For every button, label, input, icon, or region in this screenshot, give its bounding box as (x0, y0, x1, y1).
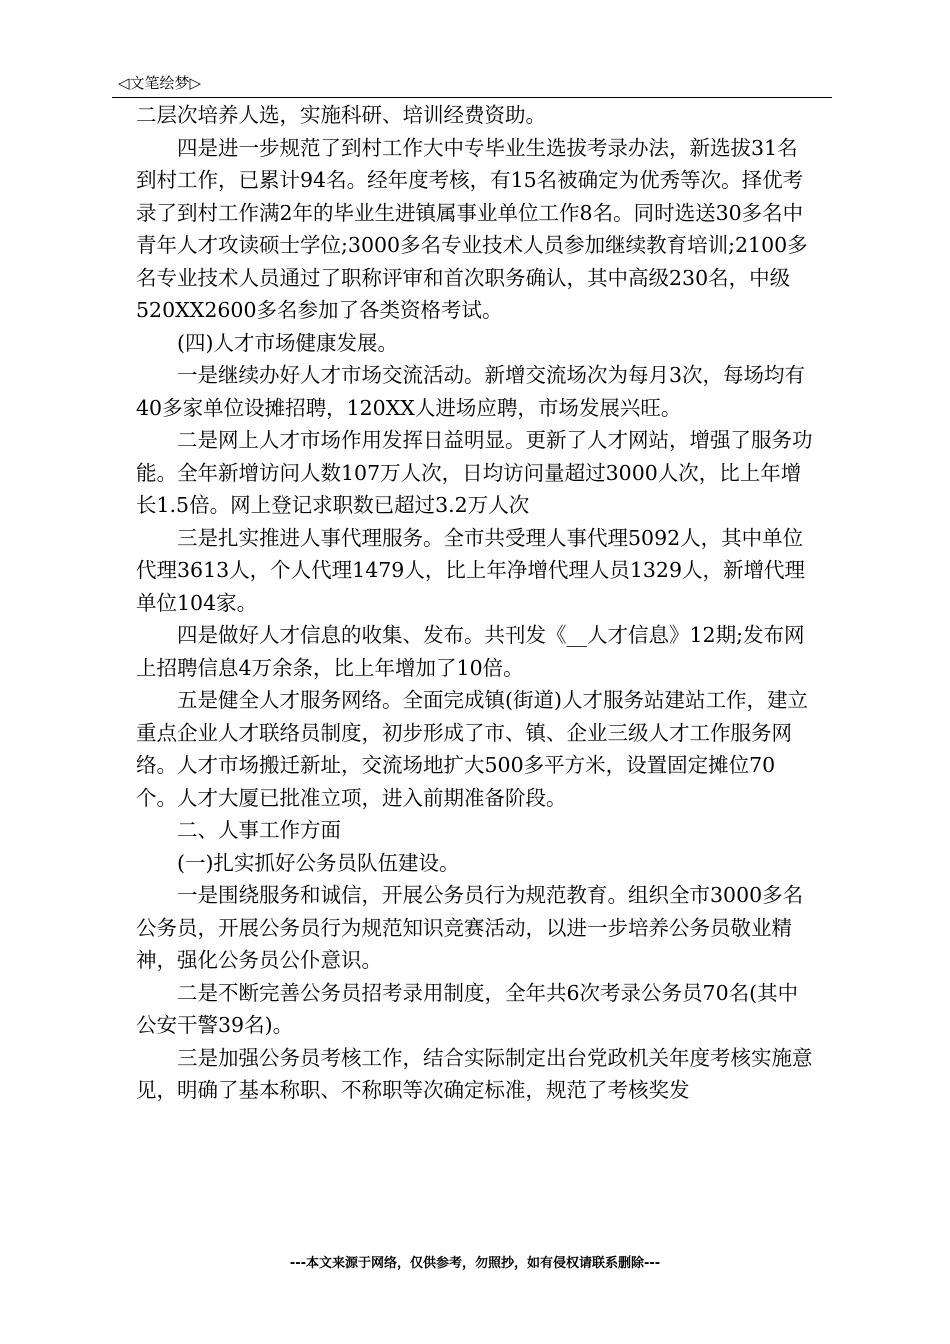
section-heading: 二、人事工作方面 (177, 818, 341, 842)
section-heading: (四)人才市场健康发展。 (177, 330, 398, 355)
paragraph: 二是不断完善公务员招考录用制度，全年共6次考录公务员70名(其中公安干警39名)。 (136, 980, 799, 1037)
paragraph: 一是围绕服务和诚信，开展公务员行为规范教育。组织全市3000多名公务员，开展公务员行为规范知识竞赛活动，以进一步培养公务员敬业精神，强化公务员公仆意识。 (136, 883, 804, 972)
paragraph: 二层次培养人选，实施科研、培训经费资助。 (136, 103, 546, 127)
paragraph: 三是扎实推进人事代理服务。全市共受理人事代理5092人，其中单位代理3613人，个人代理1479人，比上年净增代理人员1329人，新增代理单位104家。 (136, 525, 806, 615)
paragraph: 五是健全人才服务网络。全面完成镇(街道)人才服务站建站工作，建立重点企业人才联络员制度，初步形成了市、镇、企业三级人才工作服务网络。人才市场搬迁新址，交流场地扩大500多平方米，设置固定摊位70个。人才大厦已批准立项，进入前期准备阶段。 (136, 688, 808, 810)
header-rule (112, 97, 832, 98)
page-header: ◁文笔绘梦▷ (118, 74, 202, 92)
paragraph: 三是加强公务员考核工作，结合实际制定出台党政机关年度考核实施意见，明确了基本称职、不称职等次确定标准，规范了考核奖发 (136, 1045, 813, 1102)
paragraph: 二是网上人才市场作用发挥日益明显。更新了人才网站，增强了服务功能。全年新增访问人数107万人次，日均访问量超过3000人次，比上年增长1.5倍。网上登记求职数已超过3.2万人次 (136, 428, 813, 517)
page-footer: ---本文来源于网络，仅供参考，勿照抄，如有侵权请联系删除--- (289, 1256, 661, 1271)
document-body (136, 99, 816, 1107)
paragraph: 一是继续办好人才市场交流活动。新增交流场次为每月3次，每场均有40多家单位设摊招聘，120XX人进场应聘，市场发展兴旺。 (136, 363, 806, 420)
paragraph: 四是做好人才信息的收集、发布。共刊发《__人才信息》12期;发布网上招聘信息4万余条，比上年增加了10倍。 (136, 623, 805, 680)
paragraph: 四是进一步规范了到村工作大中专毕业生选拔考录办法，新选拔31名到村工作，已累计94名。经年度考核，有15名被确定为优秀等次。择优考录了到村工作满2年的毕业生进镇属事业单位工作8名。同时选送30多名中青年人才攻读硕士学位;3000多名专业技术人员参加继续教育培训;2100多名专业技术人员通过了职称评审和首次职务确认，其中高级230名，中级520XX2600多名参加了各类资格考试。 (136, 135, 808, 322)
section-heading: (一)扎实抓好公务员队伍建设。 (177, 850, 460, 875)
